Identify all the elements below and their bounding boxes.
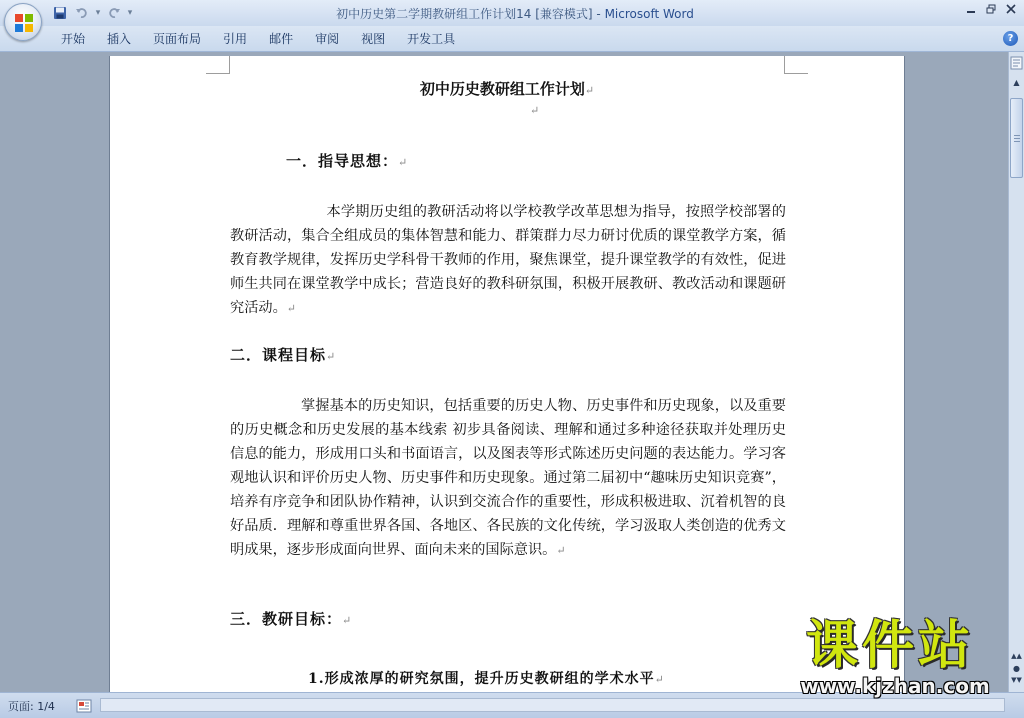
restore-icon[interactable] bbox=[984, 2, 998, 16]
kjzhan-watermark bbox=[770, 616, 1010, 698]
section-paragraph-2-text: 掌握基本的历史知识，包括重要的历史人物、历史事件和历史现象，以及重要的历史概念和历史发展的基本线索 初步具备阅读、理解和通过多种途径获取并处理历史信息的能力，形成用口头和书面语言，以及图表等形式陈述历史问题的表达能力。学习客观地认识和评价历史人物、历史事件和历史现象。通过第二届初中“趣味历史知识竞赛”，培养有序竞争和团队协作精神，认识到交流合作的重要性，形成积极进取、沉着机智的良好品质．理解和尊重世界各国、各地区、各民族的文化传统，学习汲取人类创造的优秀文明成果，逐步形成面向世界、面向未来的国际意识。 bbox=[230, 398, 786, 558]
document-area[interactable] bbox=[0, 52, 1008, 692]
watermark-url: www.kjzhan.com bbox=[800, 674, 990, 698]
tab-review[interactable]: 审阅 bbox=[315, 32, 340, 46]
help-icon[interactable]: ? bbox=[1003, 31, 1018, 46]
undo-dropdown-icon[interactable]: ▾ bbox=[95, 8, 101, 18]
section-heading-2-text: 二．课程目标 bbox=[230, 346, 327, 364]
empty-paragraph-mark: ↵ bbox=[530, 104, 540, 117]
tab-insert[interactable]: 插入 bbox=[107, 32, 132, 46]
section-paragraph-1-text: 本学期历史组的教研活动将以学校教学改革思想为指导，按照学校部署的教研活动，集合全组成员的集体智慧和能力、群策群力尽力研讨优质的课堂教学方案，循教育教学规律，发挥历史学科骨干教师的作用，聚焦课堂，提升课堂教学的有效性，促进师生共同在课堂教学中成长；营造良好的教科研氛围，积极开展教研、教改活动和课题研究活动。 bbox=[230, 204, 786, 316]
paragraph-mark: ↵ bbox=[654, 673, 665, 686]
section-paragraph-2[interactable] bbox=[230, 394, 786, 563]
crop-mark-top-left bbox=[206, 56, 230, 74]
view-ruler-icon[interactable] bbox=[1010, 55, 1023, 69]
select-browse-object-icon[interactable]: ● bbox=[1013, 664, 1020, 673]
title-separator: - bbox=[592, 7, 605, 21]
paragraph-mark: ↵ bbox=[584, 84, 595, 97]
window-title bbox=[0, 5, 1024, 22]
tab-view[interactable]: 视图 bbox=[361, 32, 386, 46]
document-name: 初中历史第二学期教研组工作计划14 [兼容模式] bbox=[336, 7, 593, 21]
subheading-1[interactable] bbox=[308, 668, 665, 688]
proofing-icon[interactable] bbox=[76, 698, 92, 712]
vertical-scrollbar[interactable] bbox=[1008, 52, 1024, 692]
tab-home[interactable]: 开始 bbox=[61, 32, 86, 46]
paragraph-mark: ↵ bbox=[556, 544, 566, 557]
scroll-thumb[interactable] bbox=[1010, 98, 1023, 178]
office-logo-icon bbox=[14, 13, 34, 33]
subheading-1-text: 1.形成浓厚的研究氛围，提升历史教研组的学术水平 bbox=[308, 671, 655, 687]
section-paragraph-1[interactable] bbox=[230, 200, 786, 321]
document-title[interactable] bbox=[110, 78, 904, 99]
document-title-text: 初中历史教研组工作计划 bbox=[419, 80, 585, 98]
app-name: Microsoft Word bbox=[604, 7, 694, 21]
close-icon[interactable] bbox=[1004, 2, 1018, 16]
tab-mailings[interactable]: 邮件 bbox=[269, 32, 294, 46]
minimize-icon[interactable] bbox=[964, 2, 978, 16]
watermark-brand: 课件站 bbox=[805, 616, 974, 676]
document-page[interactable] bbox=[110, 56, 904, 692]
page-count[interactable]: 页面: 1/4 bbox=[8, 700, 55, 713]
customize-icon[interactable]: ▾ bbox=[127, 8, 133, 18]
section-heading-3-text: 三．教研目标： bbox=[230, 610, 343, 628]
crop-mark-top-right bbox=[784, 56, 808, 74]
window-controls bbox=[964, 2, 1018, 16]
horizontal-scrollbar[interactable] bbox=[100, 698, 1005, 712]
section-heading-2[interactable] bbox=[230, 344, 336, 365]
paragraph-mark: ↵ bbox=[342, 614, 353, 627]
scroll-up-icon[interactable]: ▲ bbox=[1013, 78, 1020, 87]
paragraph-mark: ↵ bbox=[398, 156, 409, 169]
tab-developer[interactable]: 开发工具 bbox=[407, 32, 456, 46]
section-heading-3[interactable] bbox=[230, 608, 352, 629]
title-bar bbox=[0, 0, 1024, 26]
tab-references[interactable]: 引用 bbox=[223, 32, 248, 46]
next-page-icon[interactable]: ▼▼ bbox=[1011, 676, 1022, 684]
paragraph-mark: ↵ bbox=[326, 350, 337, 363]
paragraph-mark: ↵ bbox=[286, 302, 296, 315]
tab-page-layout[interactable]: 页面布局 bbox=[153, 32, 202, 46]
previous-page-icon[interactable]: ▲▲ bbox=[1011, 652, 1022, 660]
ribbon-tabs bbox=[50, 30, 466, 49]
section-heading-1-text: 一．指导思想： bbox=[286, 152, 399, 170]
office-button[interactable] bbox=[4, 3, 42, 41]
ribbon bbox=[0, 26, 1024, 52]
section-heading-1[interactable] bbox=[286, 150, 408, 171]
